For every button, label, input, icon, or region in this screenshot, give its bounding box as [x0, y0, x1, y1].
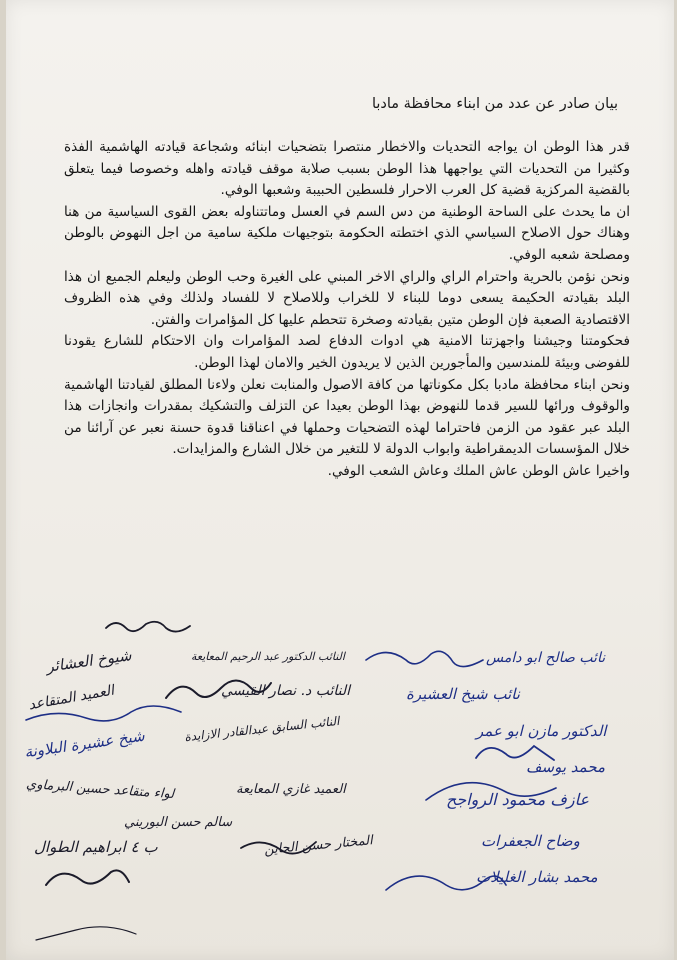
- signature: شيوخ العشائر: [45, 646, 133, 676]
- paragraph-6: واخيرا عاش الوطن عاش الملك وعاش الشعب الوفي.: [327, 462, 630, 479]
- signature: عازف محمود الرواجح: [446, 790, 589, 809]
- signature: شيخ عشيرة البلاونة: [23, 726, 146, 762]
- signature: سالم حسن البوريني: [124, 815, 233, 830]
- paragraph-2: ان ما يحدث على الساحة الوطنية من دس السم في العسل وماتتناوله بعض القوى السياسية من هنا وهناك حول الاصلاح السياسي الذي اختطته الحكومة بتوجيهات ملكية سامية من اجل النهوض بالوطن ومصلحة شعبه الوفي.: [64, 203, 630, 263]
- paragraph-3: ونحن نؤمن بالحرية واحترام الراي والراي الاخر المبني على الغيرة وحب الوطن وليعلم الجميع ان هذا البلد بقيادته الحكيمة يسعى دوما للبناء لا للخراب وللاصلاح لا للفساد ولذلك وفي هذه الظروف الاقتصادية الصعبة فإن الوطن متين بقيادته وصخرة تتحطم عليها كل المؤامرات والفتن.: [64, 268, 630, 328]
- signature: وضاح الجعفرات: [481, 832, 580, 850]
- signature: العميد غازي المعايعة: [236, 782, 346, 797]
- signature: النائب د. نصار القيسي: [221, 683, 351, 699]
- signature-scribbles: [6, 600, 674, 960]
- signature: الدكتور مازن ابو عمر: [476, 722, 607, 740]
- signature: العميد المتقاعد: [27, 682, 116, 714]
- document-heading: بيان صادر عن عدد من ابناء محافظة مادبا: [371, 96, 618, 112]
- paragraph-5: ونحن ابناء محافظة مادبا بكل مكوناتها من كافة الاصول والمنابت نعلن ولاءنا المطلق لقيادتنا الهاشمية والوقوف ورائها للسير قدما للنهوض بهذا الوطن بعيدا عن التزلف والتشكيك بمقدرات وانجازات هذا البلد عبر عقود من الزمن فاحتراما لهذه التضحيات وحملها في اعناقنا قدوة حسنة نعبر عن آرائنا من خلال المؤسسات الديمقراطية وابواب الدولة لا للتغير من خلال الشارع والمزايدات.: [64, 376, 630, 458]
- document-page: [6, 0, 674, 960]
- statement-body: [64, 137, 630, 483]
- signature: نائب صالح ابو دامس: [486, 650, 606, 666]
- signature: لواء متقاعد حسين البرماوي: [25, 776, 175, 803]
- signature: النائب الدكتور عبد الرحيم المعايعة: [191, 650, 345, 663]
- paragraph-4: فحكومتنا وجيشنا واجهزتنا الامنية هي ادوات الدفاع لصد المؤامرات وان الاحتكام للشارع يقودنا للفوضى وبيئة للمندسين والمأجورين الذين لا يريدون الخير والامان لهذا الوطن.: [64, 333, 630, 371]
- signature: محمد بشار الغليلات: [476, 868, 598, 886]
- signature: المختار حسن الحاين: [263, 833, 374, 858]
- signature: نائب شيخ العشيرة: [406, 685, 520, 703]
- signature: محمد يوسف: [526, 758, 606, 776]
- signature: ب ٤ ابراهيم الطوال: [34, 838, 158, 856]
- signature: النائب السابق عبدالقادر الازايدة: [183, 713, 341, 745]
- paragraph-1: قدر هذا الوطن ان يواجه التحديات والاخطار منتصرا بتضحيات ابنائه وشجاعة قيادته الهاشمية الفذة وكثيرا من التحديات التي يواجهها هذا الوطن بسبب صلابة موقف قيادته واهله وخصوصا فيما يتعلق بالقضية المركزية قضية كل العرب الاحرار فلسطين الحبيبة وشعبها الوفي.: [64, 139, 630, 199]
